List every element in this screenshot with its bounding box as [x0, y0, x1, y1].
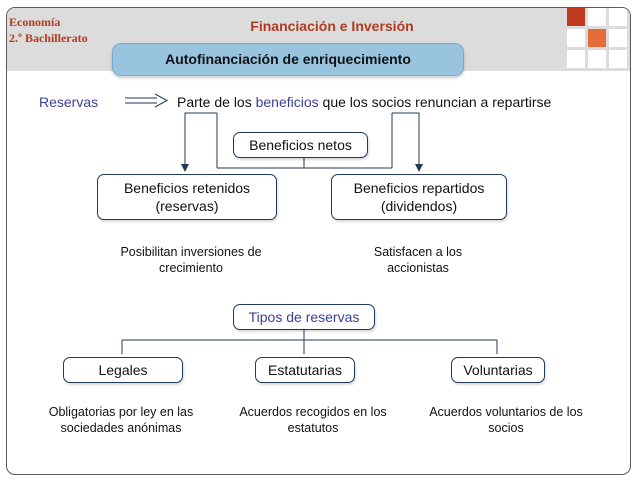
retained-profit-box — [97, 174, 277, 220]
subject-course: 2.º Bachillerato — [9, 31, 88, 45]
legal-note-line1: Obligatorias por ley en las — [48, 405, 194, 419]
statutory-reserves-box: Estatutarias — [255, 357, 355, 383]
retained-profit-title: Beneficios retenidos — [123, 180, 251, 196]
net-profit-box: Beneficios netos — [233, 132, 368, 158]
distributed-note-line2: accionistas — [387, 261, 449, 275]
retained-profit-note — [101, 244, 281, 276]
topic-title: Autofinanciación de enriquecimiento — [112, 43, 464, 76]
section-title: Financiación e Inversión — [250, 18, 414, 34]
subject-name: Economía — [9, 15, 61, 29]
retained-note-line1: Posibilitan inversiones de — [120, 245, 262, 259]
definition-text — [177, 94, 551, 110]
distributed-profit-note — [343, 244, 493, 276]
double-arrow-icon — [125, 94, 167, 107]
distributed-note-line1: Satisfacen a los — [373, 245, 463, 259]
slide — [6, 7, 631, 475]
definition-text-after: que los socios renuncian a repartirse — [318, 94, 552, 110]
statutory-reserves-note — [223, 404, 403, 436]
distributed-profit-box — [331, 174, 507, 220]
definition-highlight: beneficios — [255, 94, 319, 110]
legal-reserves-note — [31, 404, 211, 436]
legal-reserves-box: Legales — [63, 357, 183, 383]
distributed-profit-title: Beneficios repartidos — [353, 180, 485, 196]
voluntary-note-line1: Acuerdos voluntarios de los — [429, 405, 583, 419]
distributed-profit-subtitle: (dividendos) — [380, 198, 458, 214]
legal-note-line2: sociedades anónimas — [60, 421, 182, 435]
voluntary-note-line2: socios — [488, 421, 524, 435]
definition-text-before: Parte de los — [177, 94, 256, 110]
retained-profit-subtitle: (reservas) — [155, 198, 219, 214]
statutory-note-line2: estatutos — [287, 421, 339, 435]
retained-note-line2: crecimiento — [159, 261, 223, 275]
voluntary-reserves-box: Voluntarias — [451, 357, 545, 383]
term-reservas: Reservas — [39, 94, 99, 110]
statutory-note-line1: Acuerdos recogidos en los — [239, 405, 387, 419]
reserve-types-box: Tipos de reservas — [233, 304, 375, 330]
voluntary-reserves-note — [411, 404, 601, 436]
